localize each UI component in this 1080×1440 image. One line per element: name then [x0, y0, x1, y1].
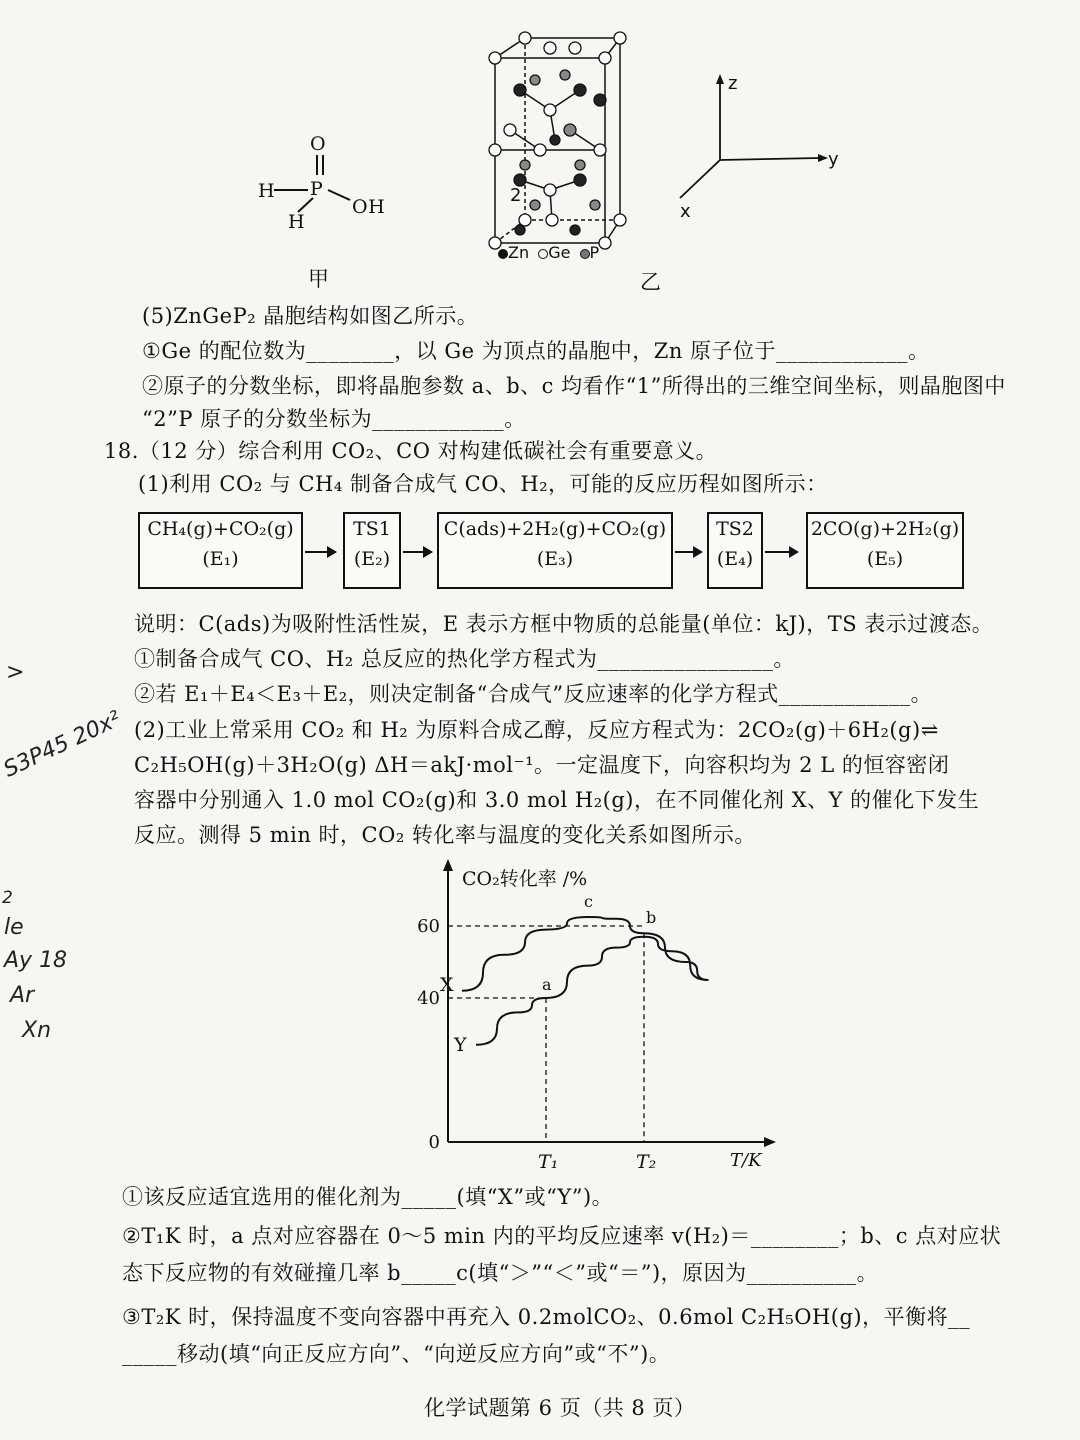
x-axis-title: T/K	[730, 1150, 762, 1171]
q17-5-part2-line2: “2”P 原子的分数坐标为____________。	[142, 407, 526, 431]
cell-label-2: 2	[510, 185, 522, 206]
figure-yi	[480, 30, 690, 300]
cell-legend	[498, 243, 599, 262]
legend-ge: Ge	[548, 243, 571, 262]
group-oh: OH	[352, 196, 386, 218]
axis-x-label: x	[680, 201, 692, 222]
flow-box-5	[806, 512, 964, 589]
flow-box-5-formula: 2CO(g)+2H₂(g)	[810, 518, 960, 540]
x-axis-arrow-icon	[764, 1137, 776, 1147]
point-label-c: c	[584, 892, 593, 911]
margin-handwriting-3: 2	[2, 888, 13, 908]
caption-jia: 甲	[308, 267, 330, 291]
molecule-structure	[240, 130, 440, 290]
q18-header: 18.（12 分）综合利用 CO₂、CO 对构建低碳社会有重要意义。	[104, 439, 718, 463]
margin-handwriting-6: Ar	[10, 983, 35, 1008]
flow-arrow-2	[403, 551, 431, 553]
series-label-x: X	[440, 973, 454, 996]
flow-box-1-formula: CH₄(g)+CO₂(g)	[147, 518, 294, 540]
margin-handwriting-2: S3P45 20x²	[0, 706, 125, 783]
legend-zn: Zn	[508, 243, 530, 262]
atom-h1: H	[258, 180, 276, 202]
flow-box-2	[343, 512, 401, 589]
atom-p: P	[310, 178, 324, 200]
flow-box-2-energy: (E₂)	[353, 548, 391, 570]
q18-sub1: ①该反应适宜选用的催化剂为_____(填“X”或“Y”)。	[122, 1185, 614, 1209]
margin-handwriting-7: Xn	[22, 1018, 52, 1043]
conversion-chart-svg	[400, 855, 780, 1180]
flow-arrow-4	[765, 551, 797, 553]
q18-part2-line3: 容器中分别通入 1.0 mol CO₂(g)和 3.0 mol H₂(g)，在不同催化剂 X、Y 的催化下发生	[134, 788, 980, 812]
series-label-y: Y	[454, 1033, 467, 1056]
q18-part2-line1: (2)工业上常采用 CO₂ 和 H₂ 为原料合成乙醇，反应方程式为：2CO₂(g)＋6H₂(g)⇌	[134, 718, 939, 742]
page-footer: 化学试题第 6 页（共 8 页）	[424, 1396, 696, 1420]
conversion-chart	[400, 855, 780, 1180]
flow-box-3-formula: C(ads)+2H₂(g)+CO₂(g)	[443, 518, 667, 540]
x-tick-label-1: T₂	[636, 1151, 657, 1173]
series-line-y	[476, 937, 708, 1045]
crystal-cell-diagram	[480, 30, 690, 265]
q17-5-part1: ①Ge 的配位数为________，以 Ge 为顶点的晶胞中，Zn 原子位于____________。	[142, 339, 930, 363]
y-tick-label-0: 0	[428, 1132, 440, 1153]
axis-triad	[660, 70, 840, 220]
y-axis-title: CO₂转化率 /%	[462, 868, 588, 890]
flow-box-4	[707, 512, 763, 589]
flow-box-4-formula: TS2	[716, 518, 754, 540]
series-line-x	[462, 917, 708, 991]
q18-part2-line4: 反应。测得 5 min 时，CO₂ 转化率与温度的变化关系如图所示。	[134, 823, 756, 847]
flow-box-3-energy: (E₃)	[536, 548, 574, 570]
axis-y-label: y	[828, 149, 840, 170]
q17-5-part2-line1: ②原子的分数坐标，即将晶胞参数 a、b、c 均看作“1”所得出的三维空间坐标，则晶胞图中	[142, 374, 1006, 398]
margin-handwriting-5: Ay 18	[4, 948, 68, 973]
y-tick-label-1: 40	[417, 988, 440, 1009]
q18-part1-q2: ②若 E₁＋E₄＜E₃＋E₂，则决定制备“合成气”反应速率的化学方程式____________。	[134, 682, 933, 706]
zn-dot-icon	[498, 249, 508, 259]
flow-box-4-energy: (E₄)	[716, 548, 754, 570]
margin-handwriting-4: le	[4, 915, 24, 940]
q17-5-intro: (5)ZnGeP₂ 晶胞结构如图乙所示。	[142, 304, 479, 328]
q18-part2-line2: C₂H₅OH(g)＋3H₂O(g) ΔH＝akJ·mol⁻¹。一定温度下，向容积均为 2 L 的恒容密闭	[134, 753, 950, 777]
y-axis-arrow-icon	[443, 859, 453, 871]
axis-z-label: z	[728, 73, 738, 94]
flow-box-5-energy: (E₅)	[866, 548, 904, 570]
flow-box-1-energy: (E₁)	[202, 548, 239, 570]
x-tick-label-0: T₁	[538, 1151, 559, 1173]
p-dot-icon	[580, 249, 590, 259]
q18-sub2-line1: ②T₁K 时，a 点对应容器在 0～5 min 内的平均反应速率 v(H₂)＝________；b、c 点对应状	[122, 1224, 1002, 1248]
q18-sub3-line1: ③T₂K 时，保持温度不变向容器中再充入 0.2molCO₂、0.6mol C₂H₅OH(g)，平衡将__	[122, 1305, 971, 1329]
figure-jia	[240, 130, 440, 290]
flow-box-2-formula: TS1	[353, 518, 391, 540]
y-tick-label-2: 60	[417, 916, 440, 937]
atom-h2: H	[288, 211, 306, 233]
q18-sub2-line2: 态下反应物的有效碰撞几率 b_____c(填“＞”“＜”或“＝”)，原因为__________。	[122, 1261, 879, 1285]
q18-note: 说明：C(ads)为吸附性活性炭，E 表示方框中物质的总能量(单位：kJ)，TS 表示过渡态。	[134, 612, 994, 636]
point-label-b: b	[646, 908, 657, 928]
q18-part1-intro: (1)利用 CO₂ 与 CH₄ 制备合成气 CO、H₂，可能的反应历程如图所示：	[138, 472, 828, 496]
flow-arrow-1	[305, 551, 335, 553]
atom-o: O	[310, 133, 327, 155]
ge-dot-icon	[538, 249, 548, 259]
point-label-a: a	[542, 975, 552, 994]
flow-arrow-3	[675, 551, 701, 553]
legend-p: P	[589, 243, 600, 262]
caption-yi: 乙	[640, 270, 662, 294]
flow-box-3	[437, 512, 673, 589]
flow-box-1	[138, 512, 303, 589]
q18-sub3-line2: _____移动(填“向正反应方向”、“向逆反应方向”或“不”)。	[122, 1342, 671, 1366]
q18-part1-q1: ①制备合成气 CO、H₂ 总反应的热化学方程式为________________。	[134, 647, 795, 671]
margin-handwriting-1: >	[6, 660, 25, 685]
